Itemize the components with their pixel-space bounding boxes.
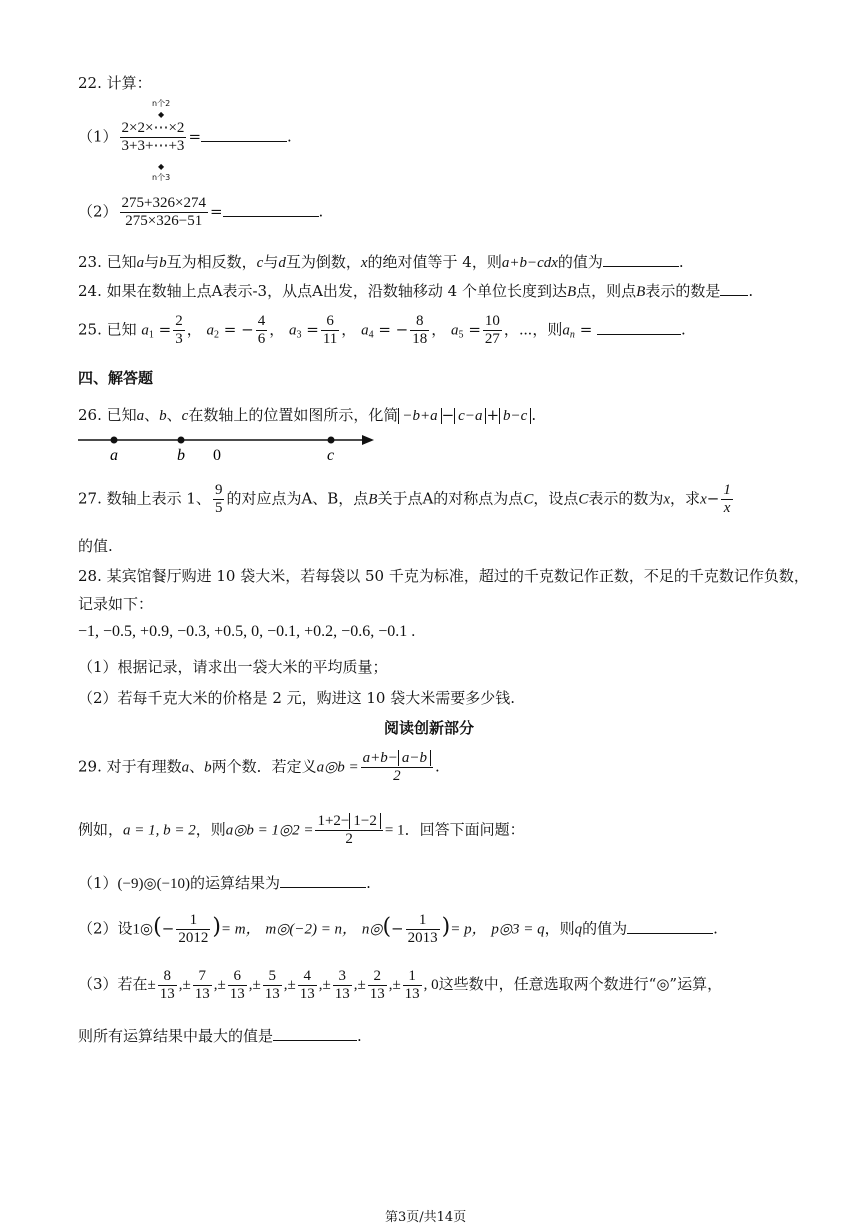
q27-text: ，设点 — [533, 489, 579, 508]
def-num: a+b− — [362, 750, 398, 766]
q23-text: 与 — [263, 253, 279, 271]
q22-p1-fraction — [120, 120, 187, 155]
point-b — [178, 437, 185, 444]
frac-num: 1 — [403, 968, 422, 986]
q23-text: 互为相反数， — [166, 253, 257, 271]
var-b: b — [159, 408, 167, 424]
frac-den: x — [723, 500, 731, 516]
plus-minus-sign: ± — [357, 976, 366, 993]
pm-fraction-sequence — [147, 968, 424, 1002]
q22-part1 — [78, 120, 292, 155]
q24-text: 点，则点 — [576, 282, 637, 300]
period: . — [681, 320, 686, 339]
plus-minus-sign: ± — [392, 976, 401, 993]
abs-expr: b−c — [499, 408, 531, 424]
q26 — [78, 404, 536, 425]
var-c: c — [181, 408, 189, 424]
plus-minus-sign: ± — [217, 976, 226, 993]
frac-9-5 — [213, 482, 225, 517]
plus-minus-sign: ± — [147, 976, 156, 993]
var-a: a — [136, 408, 145, 424]
sep: 、 — [189, 757, 205, 776]
sep: 、 — [166, 406, 182, 424]
frac-num: 4 — [257, 313, 266, 329]
zero: , 0 — [423, 976, 439, 993]
term-fraction — [410, 313, 429, 348]
term-fraction — [321, 313, 339, 348]
frac-num: 1 — [723, 482, 731, 498]
q26-text: 26. 已知 — [78, 406, 137, 424]
var-a: a — [181, 759, 190, 776]
term-sub: n — [569, 329, 575, 341]
q27-text: 表示的数为 — [588, 489, 664, 508]
frac-den: 13 — [264, 986, 280, 1002]
frac-1-x — [721, 482, 733, 517]
frac-num: 7 — [193, 968, 212, 986]
frac-num: 5 — [263, 968, 282, 986]
answer-blank-29-1[interactable] — [280, 873, 366, 888]
q24-text: 24. 如果在数轴上点A表示-3，从点A出发，沿数轴移动 4 个单位长度到达 — [78, 282, 567, 300]
sub2-expr: n◎ — [361, 921, 383, 938]
term-sub: 1 — [148, 329, 154, 341]
frac-1-2012 — [176, 912, 210, 947]
frac-den: 2012 — [178, 930, 209, 946]
op: − — [441, 406, 455, 424]
q22-p2-den: 275×326−51 — [125, 213, 203, 229]
q23-text: 的值为 — [557, 253, 603, 271]
frac-den: 5 — [214, 500, 223, 516]
frac-num: 1 — [176, 912, 210, 930]
page-footer: 第3页/共14页 — [385, 1210, 467, 1225]
def-den: 2 — [393, 768, 401, 784]
q26-text: 在数轴上的位置如图所示，化简 — [188, 406, 399, 424]
sub-label: （3）若在 — [78, 974, 148, 993]
term-sub: 4 — [368, 329, 374, 341]
var-B: B — [566, 284, 577, 300]
q29-text: 则所有运算结果中最大的值是 — [78, 1027, 274, 1045]
q25-label: 25. 已知 — [78, 320, 137, 339]
q29-sub2: （2）设1◎(− $\frac{1}{2012}$ )= m， m◎(−2) = n， n◎(− $\frac{1}{2013}$ )= p， p◎3 = q，则q的值为 . — [78, 912, 718, 946]
answer-blank-24[interactable] — [720, 281, 748, 296]
op: + — [486, 406, 500, 424]
answer-blank-22-2[interactable] — [223, 202, 319, 217]
q24-text: 表示的数是 — [645, 282, 721, 300]
pm-fraction — [263, 968, 282, 1003]
q29-text: ，则 — [195, 820, 226, 839]
period: . — [366, 874, 371, 892]
frac-num: 9 — [214, 482, 223, 498]
q22-p1-eq: = — [188, 127, 202, 146]
sub2-expr: = p， — [450, 921, 487, 938]
period: . — [678, 253, 684, 271]
q23 — [78, 251, 684, 272]
pm-fraction — [158, 968, 177, 1003]
q29-text: ．回答下面问题： — [404, 820, 525, 839]
frac-num: 2 — [368, 968, 387, 986]
sep: 、 — [144, 406, 160, 424]
arrow-icon — [362, 435, 374, 445]
q28-line2: 记录如下： — [78, 595, 154, 613]
sub1-expr: (−9)◎(−10) — [117, 876, 191, 892]
sub-label: （1） — [78, 874, 118, 892]
frac-num: 6 — [321, 313, 339, 331]
frac-num: 6 — [228, 968, 247, 986]
frac-den: 13 — [194, 986, 210, 1002]
frac-den: 13 — [404, 986, 420, 1002]
var-x: x — [663, 491, 671, 508]
frac-num: 8 — [410, 313, 429, 331]
q25-text: ⋯，则 — [518, 320, 563, 339]
point-a — [111, 437, 118, 444]
q22-p2-fraction — [120, 195, 208, 230]
var-x: x — [700, 491, 707, 508]
example-lhs: a◎b = 1◎2 = — [225, 822, 314, 839]
var-C: C — [578, 491, 589, 508]
pm-fraction — [193, 968, 212, 1003]
q28-sub2: （2）若每千克大米的价格是 2 元，购进这 10 袋大米需要多少钱. — [78, 689, 516, 707]
period: . — [713, 919, 718, 938]
frac-den: 2013 — [407, 930, 438, 946]
var-C: C — [523, 491, 534, 508]
abs-expr: 1−2 — [349, 813, 380, 829]
comma: , — [353, 976, 358, 993]
q22-bottom-note: n个3 — [152, 173, 171, 182]
axis-label-zero: 0 — [213, 447, 221, 464]
q29-sub1 — [78, 872, 371, 893]
q29-sub3 — [78, 968, 722, 1003]
q22-title: 22. 计算： — [78, 74, 152, 92]
term-fraction — [173, 313, 185, 348]
q22-p1-label: （1） — [78, 127, 118, 146]
q29-text: 两个数．若定义 — [211, 757, 317, 776]
plus-minus-sign: ± — [252, 976, 261, 993]
def-fraction — [361, 750, 433, 785]
q25: 25. 已知 $a_1$ = $\frac{2}{3}$ ， $a_2$ = − $\frac{4}{6}$ ， $a_3$ = $\frac{6}{11}$ ， $a_4$ = − $\frac{8}{18}$ ， $a_5$ = $\frac{10}{27}$ ，⋯，则$a_n$ = . — [78, 313, 686, 347]
plus-minus-sign: ± — [287, 976, 296, 993]
term-name: a — [451, 322, 459, 339]
q22-part2 — [78, 195, 323, 230]
frac-den: 3 — [175, 331, 183, 347]
plus-minus-sign: ± — [182, 976, 191, 993]
var-x: x — [360, 255, 368, 271]
abs-expr: −b+a — [398, 408, 441, 424]
example-result: = 1 — [384, 822, 405, 839]
frac-den: 27 — [484, 331, 500, 347]
q23-expression: a+b−cdx — [501, 255, 558, 271]
ex-den: 2 — [345, 831, 353, 847]
var-d: d — [278, 255, 286, 271]
answer-blank-22-1[interactable] — [201, 127, 287, 142]
comma: , — [388, 976, 393, 993]
q28-sub1: （1）根据记录，请求出一袋大米的平均质量； — [78, 658, 388, 676]
q27-line2: 的值. — [78, 537, 113, 555]
q28-data: −1, −0.5, +0.9, −0.3, +0.5, 0, −0.1, +0.2, −0.6, −0.1 . — [78, 623, 416, 640]
section-heading: 四、解答题 — [78, 369, 154, 387]
abs-expr: a−b — [398, 750, 431, 766]
answer-blank-29-3[interactable] — [273, 1026, 357, 1041]
frac-num: 10 — [484, 313, 500, 329]
sub2-expr: p◎3 = q — [491, 921, 545, 938]
q29-text: 这些数中，任意选取两个数进行“◎”运算， — [438, 974, 723, 993]
q29-text: 例如， — [78, 820, 124, 839]
q27-text: 27. 数轴上表示 1、 — [78, 489, 211, 508]
frac-num: 8 — [158, 968, 177, 986]
q28-line1: 28. 某宾馆餐厅购进 10 袋大米，若每袋以 50 千克为标准，超过的千克数记作正数，不足的千克数记作负数， — [78, 567, 809, 585]
sub2-expr: = m， — [220, 921, 261, 938]
abs-expr: c−a — [454, 408, 486, 424]
q27 — [78, 482, 735, 517]
q29-text: 的值为 — [582, 919, 628, 938]
q29-example — [78, 813, 525, 848]
q23-text: 23. 已知 — [78, 253, 137, 271]
q22-p1-den: 3+3+⋯+3 — [121, 138, 185, 154]
comma: , — [248, 976, 253, 993]
q23-text: 的绝对值等于 4，则 — [367, 253, 502, 271]
op: − — [706, 489, 720, 508]
ex-num: 1+2− — [317, 813, 350, 829]
sub2-expr: 1◎ — [132, 921, 154, 938]
q27-text: 关于点A的对称点为点 — [377, 489, 524, 508]
term-name: a — [361, 322, 369, 339]
q22-p2-num: 275+326×274 — [121, 195, 206, 211]
frac-den: 13 — [369, 986, 385, 1002]
frac-den: 6 — [257, 331, 266, 347]
frac-den: 18 — [412, 331, 428, 347]
frac-den: 13 — [159, 986, 175, 1002]
q29-text: ，则 — [544, 919, 575, 938]
q22-p1-num: 2×2×⋯×2 — [121, 120, 185, 136]
q29-text: 29. 对于有理数 — [78, 757, 182, 776]
term-fraction — [256, 313, 268, 348]
axis-label-a: a — [110, 447, 118, 464]
term-sub: 3 — [296, 329, 302, 341]
term-name: a — [141, 322, 149, 339]
period: . — [357, 1027, 362, 1045]
q27-text: ，求 — [670, 489, 701, 508]
term-name: a — [289, 322, 297, 339]
answer-blank-25[interactable] — [597, 320, 681, 335]
axis-label-c: c — [327, 447, 335, 464]
pm-fraction — [228, 968, 247, 1003]
period: . — [748, 282, 754, 300]
pm-fraction — [333, 968, 352, 1003]
term-name: a — [206, 322, 215, 339]
q22-p2-label: （2） — [78, 202, 118, 221]
q29-definition: 29. 对于有理数a、b两个数．若定义a◎b = $\frac{a+b- a-b}{2}$ . — [78, 750, 440, 784]
var-B: B — [636, 284, 646, 300]
frac-den: 13 — [229, 986, 245, 1002]
var-b: b — [204, 759, 212, 776]
def-lhs: a◎b = — [316, 759, 359, 776]
diamond-icon: ◆ — [158, 162, 165, 171]
reading-title: 阅读创新部分 — [384, 719, 475, 737]
var-a: a — [136, 255, 145, 271]
answer-blank-29-2[interactable] — [627, 919, 713, 934]
frac-num: 1 — [406, 912, 440, 930]
comma: , — [178, 976, 183, 993]
plus-minus-sign: ± — [322, 976, 331, 993]
example-fraction — [315, 813, 382, 848]
frac-num: 4 — [298, 968, 317, 986]
point-c — [328, 437, 335, 444]
frac-1-2013 — [406, 912, 440, 947]
var-q: q — [574, 921, 583, 938]
q22-p2-eq: = — [209, 202, 223, 221]
answer-blank-23[interactable] — [603, 252, 679, 267]
term-sub: 5 — [458, 329, 464, 341]
comma: , — [213, 976, 218, 993]
pm-fraction — [298, 968, 317, 1003]
q23-text: 与 — [144, 253, 160, 271]
period: . — [531, 406, 537, 424]
q24 — [78, 280, 753, 301]
example-values: a = 1, b = 2 — [123, 822, 196, 839]
term-sub: 2 — [214, 329, 220, 341]
sub-label: （2）设 — [78, 919, 133, 938]
frac-den: 13 — [334, 986, 350, 1002]
comma: , — [318, 976, 323, 993]
pm-fraction — [403, 968, 422, 1003]
term-name: a — [562, 322, 570, 339]
frac-num: 2 — [175, 313, 183, 329]
comma: , — [283, 976, 288, 993]
frac-den: 13 — [299, 986, 315, 1002]
var-B: B — [368, 491, 378, 508]
diamond-icon: ◆ — [158, 110, 165, 119]
q22-top-note: n个2 — [152, 99, 171, 108]
q27-text: 的对应点为A、B，点 — [226, 489, 369, 508]
axis-label-b: b — [177, 447, 185, 464]
term-fraction — [483, 313, 502, 348]
q29-sub3-line2 — [78, 1025, 362, 1046]
frac-den: 11 — [322, 331, 338, 347]
var-c: c — [256, 255, 264, 271]
sub2-expr: m◎(−2) = n， — [265, 921, 358, 938]
period: . — [287, 127, 292, 146]
period: . — [318, 202, 324, 221]
var-b: b — [159, 255, 167, 271]
q23-text: 互为倒数， — [285, 253, 361, 271]
frac-num: 3 — [333, 968, 352, 986]
number-line-diagram — [78, 430, 378, 466]
pm-fraction — [368, 968, 387, 1003]
q29-text: 的运算结果为 — [190, 874, 281, 892]
